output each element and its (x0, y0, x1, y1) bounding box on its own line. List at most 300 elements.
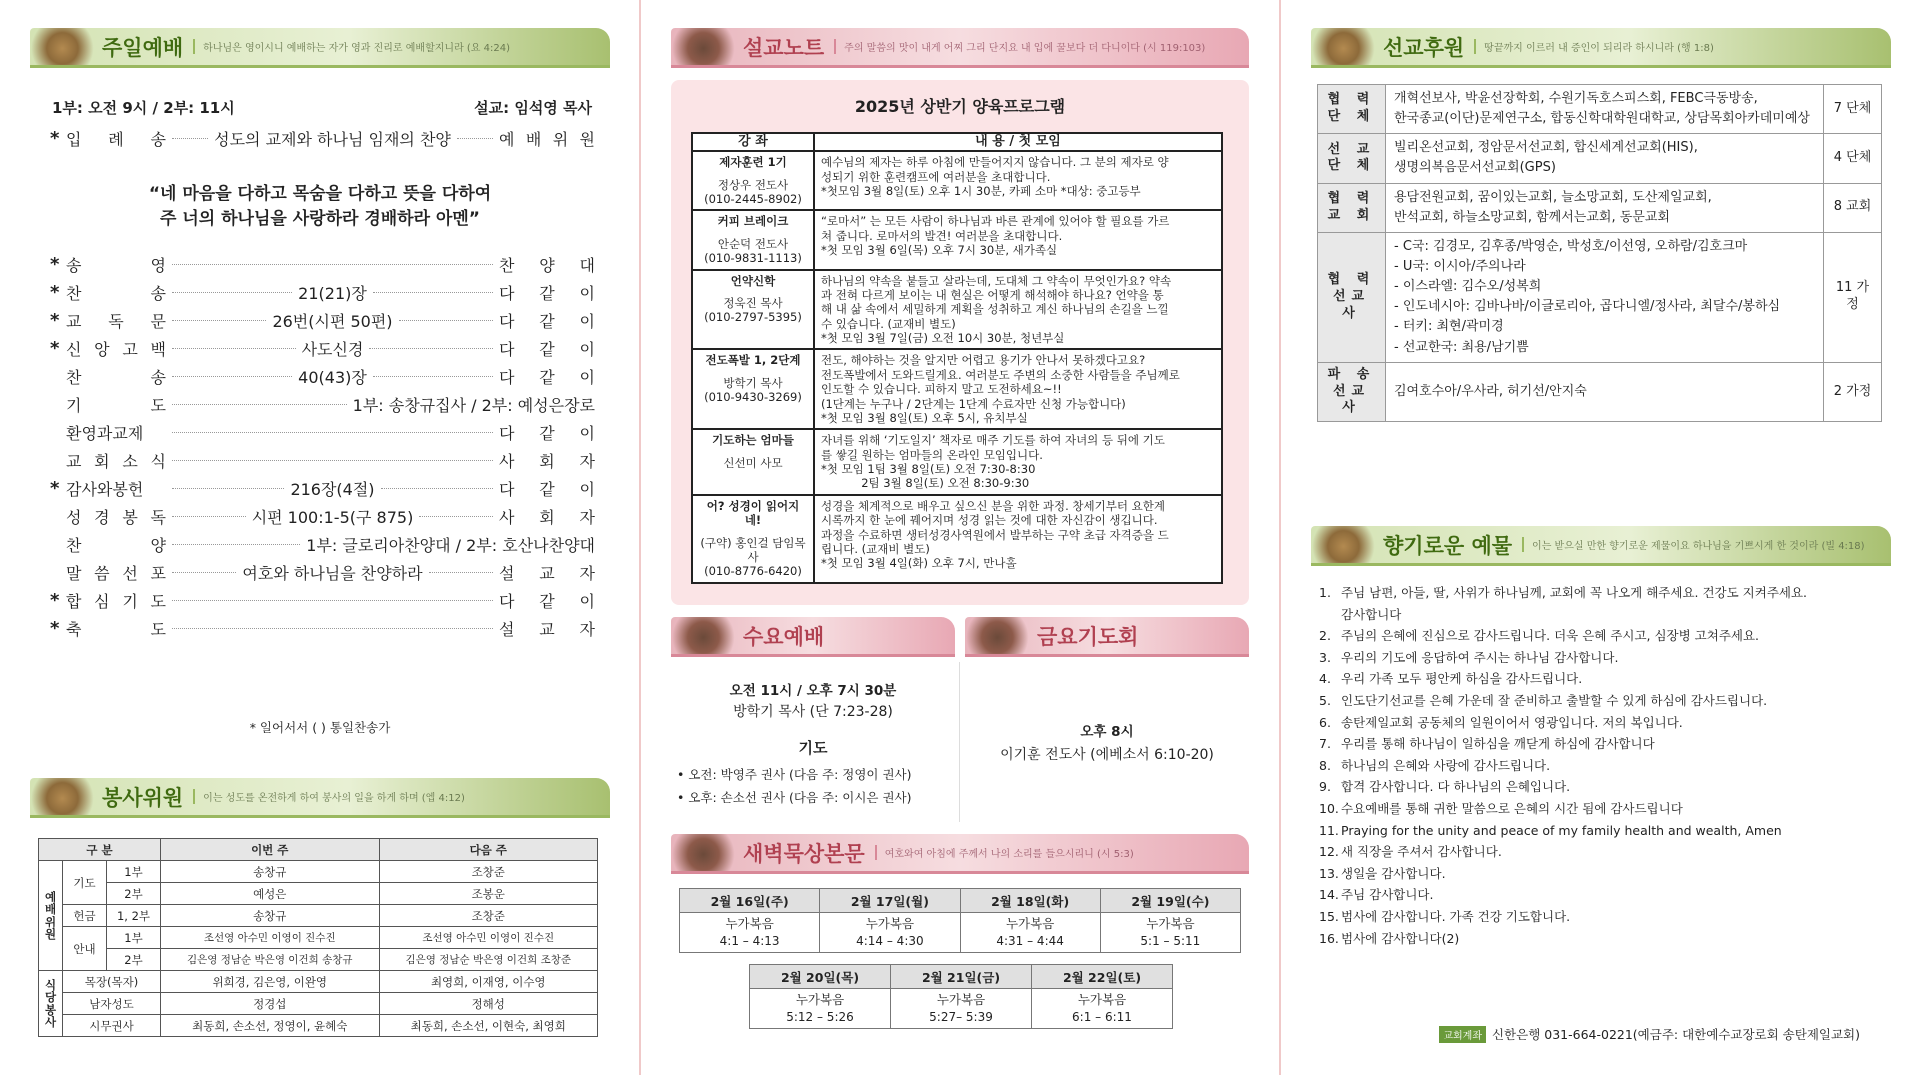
dawn-book: 누가복음 (725, 916, 774, 931)
order-detail: 40(43)장 (298, 367, 367, 387)
program-content (814, 349, 1222, 429)
mission-text (1386, 183, 1824, 232)
order-name (66, 617, 166, 640)
mission-count: 11 가정 (1824, 232, 1882, 362)
dawn-book: 누가복음 (795, 992, 845, 1007)
program-row (692, 210, 1222, 269)
mission-label: 협 력 교 회 (1318, 183, 1386, 232)
order-item (50, 335, 595, 361)
item-number: 2. (1319, 628, 1331, 644)
svc-cell: 조선영 아수민 이영이 진수진 (379, 927, 598, 949)
program-table (691, 132, 1223, 584)
order-item (50, 531, 595, 557)
order-detail: 216장(4절) (290, 479, 375, 499)
order-leader-char: 찬 (499, 255, 515, 275)
item-text: 합격 감사합니다. 다 하나님의 은혜입니다. (1341, 779, 1571, 795)
order-leader-char: 회 (539, 451, 555, 471)
column-worship (0, 0, 640, 1075)
order-leader (499, 589, 595, 612)
svc-cell: 송창규 (161, 905, 380, 927)
course-name: 커피 브레이크 (717, 214, 789, 229)
content-line: 성되기 위한 훈련캠프에 여러분을 초대합니다. (821, 169, 1051, 184)
mission-line: 개혁선보사, 박윤선장학회, 수원기독호스피스회, FEBC극동방송, (1394, 91, 1758, 106)
prog-head-content: 내 용 / 첫 모임 (814, 133, 1222, 151)
worship-preacher: 설교: 임석영 목사 (474, 99, 592, 117)
order-detail: 26번(시편 50편) (272, 311, 393, 331)
order-leader-char: 이 (579, 339, 596, 359)
offering-item (1319, 841, 1879, 863)
mission-label: 협 력 선교사 (1318, 232, 1386, 362)
offering-item (1319, 863, 1879, 885)
hands-icon (965, 617, 1037, 654)
program-course (692, 349, 814, 429)
svc-cell: 남자성도 (63, 993, 161, 1015)
dawn-verse: 여호와여 아침에 주께서 나의 소리를 들으시리니 (시 5:3) (875, 845, 1134, 860)
svc-cell: 최동희, 손소선, 정영이, 윤혜숙 (161, 1015, 380, 1037)
order-leader (499, 337, 595, 360)
svc-cell: 1부 (107, 861, 161, 883)
dawn-text (820, 913, 960, 953)
order-name-char: 백 (150, 339, 166, 359)
dawn-date: 2월 16일(주) (680, 889, 820, 913)
order-name (66, 589, 166, 612)
dawn-table-1 (679, 888, 1241, 953)
leaf-icon (30, 28, 102, 65)
course-phone: (010-2797-5395) (704, 310, 802, 325)
order-name-char: 선 (122, 563, 138, 583)
dot-leader (172, 460, 493, 461)
order-leader-char: 교 (539, 563, 555, 583)
order-leader (499, 421, 595, 444)
dawn-date-row (680, 889, 1241, 913)
offering-item (1319, 647, 1879, 669)
item-number: 14. (1319, 887, 1339, 903)
account-tag: 교회계좌 (1439, 1026, 1486, 1043)
wed-prayer-title: 기도 (798, 739, 828, 757)
order-item (50, 615, 595, 641)
svc-cell: 송창규 (161, 861, 380, 883)
mission-line: 김여호수아/우사라, 허기선/안지숙 (1394, 383, 1587, 399)
item-text: 송탄제일교회 공동체의 일원이어서 영광입니다. 저의 복입니다. (1341, 714, 1683, 730)
dawn-book: 누가복음 (1077, 992, 1127, 1007)
course-name: 전도폭발 1, 2단계 (705, 353, 801, 368)
order-name (66, 309, 166, 332)
order-leader-char: 자 (579, 619, 595, 639)
program-course (692, 495, 814, 583)
svc-cell: 안내 (63, 927, 107, 971)
order-leader-char: 원 (579, 129, 596, 149)
svc-cell: 기도 (63, 861, 107, 905)
dot-leader (172, 404, 347, 405)
order-name-char: 축 (66, 619, 82, 639)
mission-line: - U국: 이시아/주의나라 (1394, 258, 1526, 274)
program-content (814, 270, 1222, 350)
wed-fri-divider (959, 662, 960, 822)
svc-cell: 최영희, 이재영, 이수영 (379, 971, 598, 993)
order-name-char: 씀 (94, 563, 110, 583)
dot-leader (381, 488, 493, 489)
order-leader-char: 다 (499, 339, 515, 359)
order-item (50, 251, 595, 277)
stand-mark: * (50, 309, 60, 331)
course-phone: (010-9430-3269) (704, 390, 802, 405)
order-name-char: 심 (94, 591, 110, 611)
course-name: 기도하는 엄마들 (712, 433, 794, 448)
order-item (50, 475, 595, 501)
mission-label: 협 력 단 체 (1318, 85, 1386, 134)
dawn-date: 2월 22일(토) (1032, 965, 1173, 989)
content-line: 성경을 체계적으로 배우고 싶으신 분을 위한 과정. 창세기부터 요한계 (821, 498, 1165, 513)
mission-count: 7 단체 (1824, 85, 1882, 134)
item-text: 우리를 통해 하나님이 일하심을 깨닫게 하심에 감사합니다 (1341, 736, 1655, 752)
wed-preacher: 방학기 목사 (단 7:23-28) (733, 704, 893, 720)
order-leader-char: 위 (552, 129, 569, 149)
program-course (692, 270, 814, 350)
offering-verse: 이는 받으실 만한 향기로운 제물이요 하나님을 기쁘시게 한 것이라 (빌 4:18) (1522, 537, 1865, 552)
order-item (50, 419, 595, 445)
order-name-char: 찬 (66, 367, 82, 387)
program-content (814, 495, 1222, 583)
order-leader (499, 617, 595, 640)
sermon-header (671, 28, 1249, 68)
order-name-char: 송 (150, 367, 166, 387)
mission-row (1318, 183, 1882, 232)
order-leader-char: 다 (499, 423, 515, 443)
svc-cell: 1, 2부 (107, 905, 161, 927)
order-name-char: 도 (150, 395, 166, 415)
order-name-char: 고 (122, 339, 138, 359)
item-text: 주님 감사합니다. (1341, 887, 1434, 903)
order-leader (499, 127, 595, 150)
item-text: 범사에 감사합니다. 가족 건강 기도합니다. (1341, 908, 1571, 924)
mission-row (1318, 134, 1882, 183)
item-text: 주님 남편, 아들, 딸, 사위가 하나님께, 교회에 꼭 나오게 해주세요. 건강도 지켜주세요. (1341, 585, 1808, 600)
svc-cell: 김은영 정남순 박은영 이건희 송창규 (161, 949, 380, 971)
mission-label: 선 교 단 체 (1318, 134, 1386, 183)
dawn-book: 누가복음 (1005, 916, 1055, 931)
worship-note: * 일어서서 ( ) 통일찬송가 (249, 720, 391, 735)
wed-header (671, 617, 955, 657)
order-leader-char: 같 (539, 367, 555, 387)
program-row (692, 349, 1222, 429)
order-name-char: 도 (150, 591, 166, 611)
worship-times: 1부: 오전 9시 / 2부: 11시 (52, 99, 235, 117)
dawn-date: 2월 21일(금) (891, 965, 1032, 989)
dawn-range: 5:1 – 5:11 (1140, 933, 1201, 948)
dot-leader (172, 138, 208, 139)
order-leader-char: 같 (539, 283, 555, 303)
fri-title: 금요기도회 (1037, 624, 1139, 649)
dawn-book: 누가복음 (936, 992, 986, 1007)
item-number: 1. (1319, 585, 1331, 600)
offering-item (1319, 604, 1879, 626)
mission-text (1386, 232, 1824, 362)
dawn-text (750, 989, 891, 1029)
mission-text (1386, 134, 1824, 183)
stand-mark: * (50, 253, 60, 275)
wed-title: 수요예배 (743, 624, 825, 649)
order-detail: 21(21)장 (298, 283, 367, 303)
course-phone: (010-8776-6420) (704, 564, 802, 579)
course-leader: 정상우 전도사 (717, 177, 789, 192)
content-line: 를 쌓길 원하는 엄마들의 온라인 모임입니다. (821, 447, 1043, 462)
service-header (30, 778, 610, 818)
dot-leader (172, 292, 292, 293)
order-leader-char: 다 (499, 479, 515, 499)
order-leader-char: 교 (539, 619, 555, 639)
offering-list (1319, 582, 1879, 949)
order-leader-char: 사 (499, 507, 515, 527)
dawn-range: 4:31 – 4:44 (996, 933, 1064, 948)
order-leader-char: 회 (539, 507, 555, 527)
order-leader-char: 이 (579, 479, 595, 499)
column-mission (1281, 0, 1920, 1075)
dot-leader (172, 264, 493, 265)
order-leader-char: 같 (539, 311, 555, 331)
svc-cell: 헌금 (63, 905, 107, 927)
order-leader-char: 자 (579, 507, 596, 527)
item-text: 인도단기선교를 은혜 가운데 잘 준비하고 출발할 수 있게 하심에 감사드립니다. (1341, 692, 1768, 708)
svc-cell: 시무권사 (63, 1015, 161, 1037)
mission-line: 생명의복음문서선교회(GPS) (1394, 160, 1556, 176)
sunrise-icon (671, 834, 743, 871)
content-line: 수 있습니다. (교재비 별도) (821, 316, 956, 331)
offering-title: 향기로운 예물 (1383, 533, 1513, 558)
mission-count: 2 가정 (1824, 362, 1882, 422)
order-item (50, 363, 595, 389)
order-leader-char: 예 (499, 129, 515, 149)
mission-line: - 이스라엘: 김수오/성복희 (1394, 279, 1542, 295)
dot-leader (373, 376, 493, 377)
order-leader (499, 281, 595, 304)
item-number: 4. (1319, 671, 1331, 687)
offering-item (1319, 820, 1879, 842)
item-number: 15. (1319, 908, 1339, 924)
order-leader-char: 자 (579, 451, 595, 471)
order-item (50, 391, 595, 417)
mission-line: - 선교한국: 최용/남기쁨 (1394, 339, 1529, 355)
stand-mark: * (50, 617, 60, 639)
order-item (50, 559, 595, 585)
worship-header (30, 28, 610, 68)
dawn-range: 4:14 – 4:30 (856, 933, 924, 948)
offering-header (1311, 526, 1891, 566)
item-number: 16. (1319, 930, 1339, 946)
order-name (66, 337, 166, 360)
order-detail: 성도의 교제와 하나님 임재의 찬양 (214, 129, 451, 149)
offering-item (1319, 906, 1879, 928)
dot-leader (429, 572, 493, 573)
svc-cell: 2부 (107, 883, 161, 905)
mission-line: - C국: 김경모, 김후종/박영순, 박성호/이선영, 오하람/김호크마 (1394, 238, 1748, 254)
order-name-char: 입 (66, 129, 82, 149)
wed-prayer-am: • 오전: 박영주 권사 (다음 주: 정영이 권사) (677, 767, 912, 782)
order-name-char: 송 (66, 255, 82, 275)
svc-cell: 정경섭 (161, 993, 380, 1015)
mission-text (1386, 362, 1824, 422)
dawn-book: 누가복음 (1146, 916, 1195, 931)
dawn-book: 누가복음 (865, 916, 915, 931)
dot-leader (419, 516, 493, 517)
account-text: 신한은행 031-664-0221(예금주: 대한예수교장로회 송탄제일교회) (1491, 1027, 1860, 1042)
content-line: *첫 모임 1팀 3월 8일(토) 오전 7:30-8:30 (821, 462, 1036, 476)
dawn-text-row (750, 989, 1173, 1029)
dawn-date: 2월 20일(목) (750, 965, 891, 989)
sermon-title: 설교노트 (743, 35, 825, 60)
svc-head-type: 구 분 (39, 839, 161, 861)
fri-time: 오후 8시 (1080, 724, 1134, 740)
stand-mark: * (50, 589, 60, 611)
mission-row (1318, 362, 1882, 422)
content-line: 쳐 줍니다. 로마서의 발견! 여러분을 초대합니다. (821, 228, 1063, 243)
program-content (814, 429, 1222, 495)
offering-item (1319, 712, 1879, 734)
dawn-title: 새벽묵상본문 (743, 841, 865, 866)
item-number: 3. (1319, 649, 1331, 665)
offering-item (1319, 690, 1879, 712)
dot-leader (457, 138, 493, 139)
dot-leader (172, 628, 493, 629)
order-name-char: 회 (94, 451, 110, 471)
content-line: 자녀를 위해 ‘기도일지’ 책자로 매주 기도를 하여 자녀의 등 뒤에 기도 (821, 433, 1165, 448)
order-name-char: 송 (150, 129, 166, 149)
svc-head-next: 다음 주 (379, 839, 598, 861)
order-leader-char: 다 (499, 283, 515, 303)
dawn-text (1032, 989, 1173, 1029)
dot-leader (172, 320, 266, 321)
order-detail: 1부: 송창규집사 / 2부: 예성은장로 (352, 395, 595, 415)
mission-line: 한국종교(이단)문제연구소, 합동신학대학원대학교, 상담목회아카데미예상 (1394, 111, 1810, 127)
stand-mark: * (50, 127, 60, 149)
dot-leader (172, 572, 236, 573)
order-name-char: 포 (150, 563, 166, 583)
order-leader-char: 설 (499, 563, 515, 583)
order-name-char: 기 (122, 591, 138, 611)
sermon-verse: 주의 말씀의 맛이 내게 어찌 그리 단지요 내 입에 꿀보다 더 다니이다 (시 119:103) (834, 39, 1205, 54)
content-line: 전도폭발에서 도와드릴게요. 여러분도 주변의 소중한 사람들을 주님께로 (821, 367, 1180, 382)
order-name-char: 앙 (94, 339, 110, 359)
order-name-char: 식 (150, 451, 166, 471)
order-leader (499, 449, 595, 472)
item-text: 우리 가족 모두 평안케 하심을 감사드립니다. (1341, 671, 1583, 687)
fri-header (965, 617, 1249, 657)
order-leader-char: 이 (579, 283, 596, 303)
order-name-char: 송 (150, 283, 166, 303)
dawn-text (1100, 913, 1240, 953)
order-name (66, 477, 166, 500)
item-text: 우리의 기도에 응답하여 주시는 하나님 감사합니다. (1341, 649, 1619, 665)
content-line: (1단계는 누구나 / 2단계는 1단계 수료자만 신청 가능합니다) (821, 396, 1126, 411)
mission-verse: 땅끝까지 이르러 내 증인이 되리라 하시니라 (행 1:8) (1474, 39, 1714, 54)
order-leader (499, 309, 595, 332)
mission-line: 용담전원교회, 꿈이있는교회, 늘소망교회, 도산제일교회, (1394, 189, 1712, 205)
worship-title: 주일예배 (102, 35, 184, 60)
offering-item (1319, 625, 1879, 647)
offering-item (1319, 755, 1879, 777)
order-leader (499, 365, 595, 388)
dawn-date: 2월 19일(수) (1100, 889, 1240, 913)
order-detail: 시편 100:1-5(구 875) (251, 507, 414, 527)
course-leader: 안순덕 전도사 (717, 236, 789, 251)
order-name-char: 찬 (66, 535, 82, 555)
dot-leader (172, 516, 246, 517)
item-number: 12. (1319, 844, 1339, 860)
dawn-range: 4:1 – 4:13 (719, 933, 780, 948)
dawn-date: 2월 17일(월) (820, 889, 960, 913)
content-line: 시록까지 한 눈에 꿰어지며 성경 읽는 것에 대한 자신감이 생깁니다. (821, 513, 1158, 528)
offering-item (1319, 668, 1879, 690)
course-leader: (구약) 홍인걸 담임목사 (700, 535, 806, 564)
prog-head-course: 강 좌 (692, 133, 814, 151)
svc-cell: 최동희, 손소선, 이현숙, 최영희 (379, 1015, 598, 1037)
order-name (66, 253, 166, 276)
order-name (66, 449, 166, 472)
svc-group-kitchen: 식당봉사 (39, 971, 63, 1037)
order-name (66, 421, 166, 444)
course-leader: 정욱진 목사 (723, 295, 783, 310)
order-name (66, 281, 166, 304)
dawn-range: 5:12 – 5:26 (786, 1009, 854, 1024)
content-line: 예수님의 제자는 하루 아침에 만들어지지 않습니다. 그 분의 제자로 양 (821, 155, 1169, 170)
svc-cell: 김은영 정남순 박은영 이건희 조창준 (379, 949, 598, 971)
mission-line: - 터키: 최현/곽미경 (1394, 319, 1504, 335)
order-leader (499, 477, 595, 500)
order-detail: 1부: 글로리아찬양대 / 2부: 호산나찬양대 (306, 535, 595, 555)
service-title: 봉사위원 (102, 785, 184, 810)
order-name-char: 영 (150, 255, 166, 275)
content-line: *첫 모임 3월 7일(금) 오전 10시 30분, 청년부실 (821, 331, 1065, 345)
order-leader (499, 253, 595, 276)
svc-cell: 위희경, 김은영, 이완영 (161, 971, 380, 993)
mission-row (1318, 232, 1882, 362)
svc-cell: 1부 (107, 927, 161, 949)
dawn-range: 5:27– 5:39 (929, 1009, 993, 1024)
program-content (814, 151, 1222, 210)
item-number: 8. (1319, 757, 1331, 773)
dot-leader (369, 348, 493, 349)
mission-line: - 인도네시아: 김바나바/이글로리아, 곱다니엘/정사라, 최달수/봉하심 (1394, 299, 1781, 315)
order-leader-char: 같 (539, 339, 555, 359)
dot-leader (172, 376, 292, 377)
column-sermon (641, 0, 1279, 1075)
order-leader-char: 설 (499, 619, 515, 639)
dot-leader (172, 600, 493, 601)
order-name (66, 127, 166, 150)
order-name-char: 양 (150, 535, 166, 555)
globe-icon (1311, 28, 1383, 65)
dot-leader (373, 292, 493, 293)
order-name-char: 독 (108, 311, 124, 331)
item-number: 6. (1319, 714, 1331, 730)
dot-leader (399, 320, 493, 321)
order-item (50, 307, 595, 333)
item-text: 범사에 감사합니다(2) (1341, 930, 1460, 946)
cross-icon (671, 617, 743, 654)
order-leader-char: 다 (499, 311, 515, 331)
mission-label: 파 송 선교사 (1318, 362, 1386, 422)
order-name-char: 찬 (66, 283, 82, 303)
svc-head-this: 이번 주 (161, 839, 380, 861)
content-line: 하나님의 약속을 붙들고 살라는데, 도대체 그 약속이 무엇인가요? 약속 (821, 273, 1172, 288)
svc-cell: 조봉운 (379, 883, 598, 905)
hymn-line-2: 주 너의 하나님을 사랑하라 경배하라 아멘” (160, 209, 480, 229)
dawn-text (680, 913, 820, 953)
svc-group-worship: 예배위원 (39, 861, 63, 971)
worship-verse: 하나님은 영이시니 예배하는 자가 영과 진리로 예배할지니라 (요 4:24) (193, 39, 510, 54)
order-name (66, 393, 166, 416)
program-content (814, 210, 1222, 269)
content-line: 2팀 3월 8일(토) 오전 8:30-9:30 (821, 476, 1030, 491)
